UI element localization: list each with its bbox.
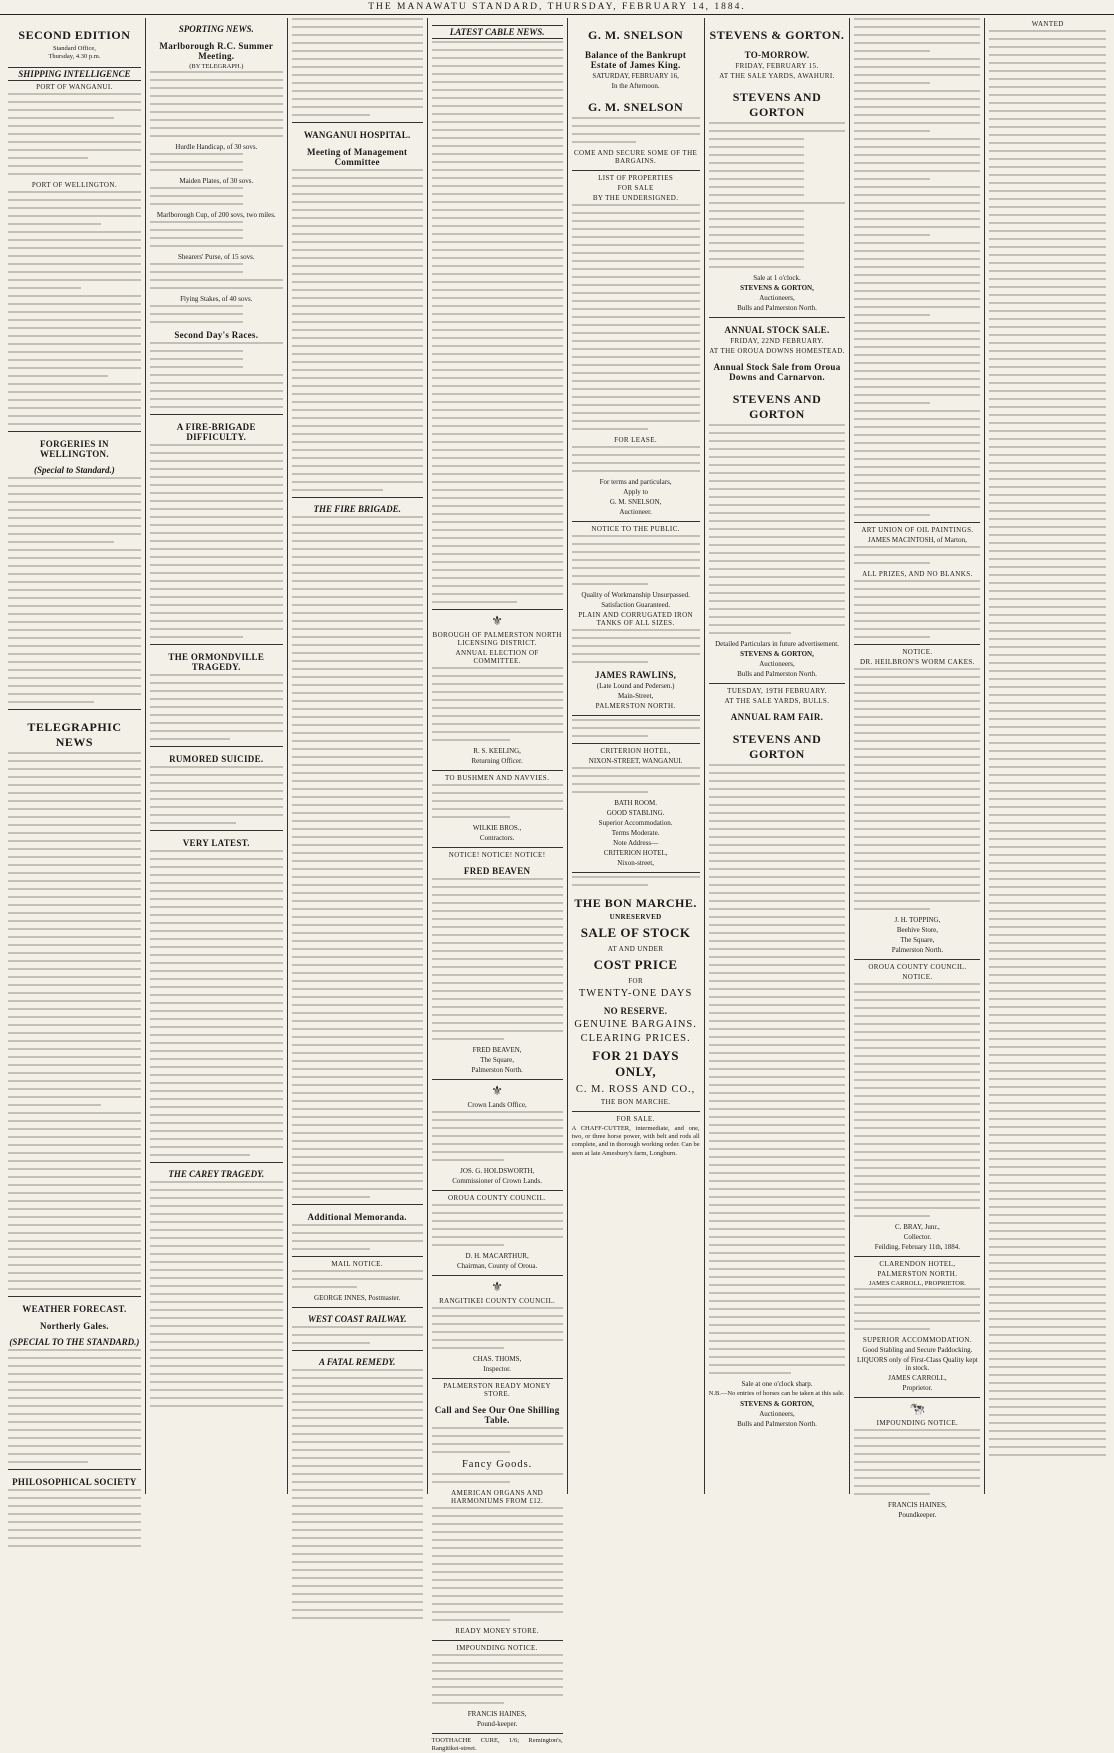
- notice-heading-2: NOTICE.: [902, 973, 933, 981]
- impounding-heading: IMPOUNDING NOTICE.: [876, 1419, 959, 1427]
- superior-line: SUPERIOR ACCOMMODATION.: [862, 1336, 972, 1344]
- criterion-street: NIXON-STREET, WANGANUI.: [588, 757, 683, 765]
- article-text: [292, 1369, 423, 1619]
- bon-marche-footer: THE BON MARCHE.: [600, 1098, 671, 1106]
- stabling-line: Good Stabling and Secure Paddocking.: [862, 1346, 973, 1354]
- article-text: [8, 1349, 141, 1463]
- additional-heading: Additional Memoranda.: [307, 1212, 407, 1222]
- time-line: Thursday, 4.30 p.m.: [48, 53, 101, 60]
- bulls-line: Bulls and Palmerston North.: [737, 304, 817, 312]
- ormondville-heading: THE ORMONDVILLE TRAGEDY.: [168, 652, 265, 672]
- notice-text: [854, 983, 980, 1217]
- firm-heading: STEVENS & GORTON.: [709, 28, 845, 42]
- annual-sub-heading: Annual Stock Sale from Oroua Downs and Carnarvon.: [713, 362, 841, 382]
- column-3: [288, 18, 428, 1494]
- stock-list: [709, 122, 846, 268]
- art-union-heading: ART UNION OF OIL PAINTINGS.: [861, 526, 974, 534]
- returning-officer-title: Returning Officer.: [471, 757, 523, 765]
- clearing-prices: CLEARING PRICES.: [580, 1033, 691, 1044]
- west-coast-heading: WEST COAST RAILWAY.: [307, 1314, 407, 1324]
- tomorrow-heading: TO-MORROW.: [744, 50, 810, 60]
- auctioneers-title-2: Auctioneers,: [759, 660, 795, 668]
- notice-text: [432, 1204, 563, 1246]
- bon-marche-heading: THE BON MARCHE.: [574, 896, 697, 910]
- weather-sub: Northerly Gales.: [40, 1321, 109, 1331]
- satisfaction-line: Satisfaction Guaranteed.: [601, 601, 671, 609]
- for-line: FOR: [628, 977, 644, 985]
- results-text: [150, 305, 283, 323]
- marlborough-heading: Marlborough R.C. Summer Meeting.: [159, 41, 274, 61]
- notice-text: [854, 1429, 980, 1495]
- very-latest-heading: VERY LATEST.: [182, 838, 250, 848]
- fatal-heading: A FATAL REMEDY.: [318, 1357, 396, 1367]
- for-21-days: FOR 21 DAYS ONLY,: [592, 1048, 679, 1079]
- sporting-heading: SPORTING NEWS.: [178, 24, 254, 34]
- notice-text: [432, 1654, 563, 1704]
- shipping-heading: SHIPPING INTELLIGENCE: [8, 67, 141, 81]
- twenty-one-days: TWENTY-ONE DAYS: [578, 988, 693, 999]
- article-text: [8, 752, 141, 1290]
- column-1: [4, 18, 146, 1494]
- column-8: [985, 18, 1110, 1494]
- annual-stock-heading: ANNUAL STOCK SALE.: [724, 325, 830, 335]
- rms-heading: READY MONEY STORE.: [455, 1627, 539, 1635]
- poundkeeper-name: FRANCIS HAINES,: [467, 1710, 527, 1718]
- article-text: [8, 477, 141, 703]
- chairman-name: D. H. MACARTHUR,: [465, 1252, 529, 1260]
- criterion-heading: CRITERION HOTEL,: [600, 747, 671, 755]
- notice-text: [432, 784, 563, 818]
- ad-text: [572, 719, 700, 737]
- chaff-cutter-ad: A CHAFF-CUTTER, intermediate, and one, two, or three horse power, with belt and rods all complete, and in thorough working order. Can be seen at late Amesbury's farm, Longburn.: [571, 1125, 700, 1157]
- crest-icon: ⚜: [491, 1083, 503, 1098]
- results-text: [150, 342, 283, 408]
- stock-list: [709, 764, 846, 1374]
- carey-heading: THE CAREY TRAGEDY.: [168, 1169, 265, 1179]
- clarendon-town: PALMERSTON NORTH.: [877, 1270, 958, 1278]
- wanganui-hospital-heading: WANGANUI HOSPITAL.: [303, 130, 411, 140]
- bushmen-heading: TO BUSHMEN AND NAVVIES.: [445, 774, 550, 782]
- masthead: THE MANAWATU STANDARD, THURSDAY, FEBRUARY 14, 1884.: [0, 0, 1114, 15]
- sale-time: Sale at 1 o'clock.: [753, 274, 801, 282]
- moderate-line: Terms Moderate.: [611, 829, 660, 837]
- ad-text: [432, 1473, 563, 1483]
- notice-heading: NOTICE.: [902, 648, 933, 656]
- forgeries-heading: FORGERIES IN WELLINGTON.: [39, 439, 109, 459]
- office-line: Standard Office,: [53, 45, 96, 52]
- sale-of-stock: SALE OF STOCK: [580, 925, 691, 940]
- article-text: [292, 1270, 423, 1288]
- bargains-line: COME AND SECURE SOME OF THE BARGAINS.: [573, 149, 698, 165]
- nixon-repeat: Nixon-street,: [617, 859, 654, 867]
- property-list: [572, 446, 700, 472]
- at-and-under: AT AND UNDER: [607, 945, 664, 953]
- square-line: The Square,: [900, 936, 935, 944]
- notice-text: [572, 535, 700, 585]
- notice-text: [854, 580, 980, 638]
- oroua-heading: OROUA COUNTY COUNCIL.: [868, 963, 967, 971]
- column-4: [428, 18, 568, 1753]
- notice-text: [572, 629, 700, 663]
- edition-heading: SECOND EDITION: [18, 28, 131, 42]
- topping-name: J. H. TOPPING,: [894, 916, 941, 924]
- auctioneer-name: G. M. SNELSON,: [609, 498, 662, 506]
- friday22-line: FRIDAY, 22ND FEBRUARY.: [730, 337, 824, 345]
- fire-brigade-heading: A FIRE-BRIGADE DIFFICULTY.: [176, 422, 256, 442]
- collector-name: C. BRAY, Junr.,: [895, 1223, 940, 1231]
- toothache-ad: TOOTHACHE CURE, 1/6; Remington's, Rangitikei-street.: [431, 1737, 563, 1753]
- feilding-date: Feilding, February 11th, 1884.: [874, 1243, 961, 1251]
- detailed-line: Detailed Particulars in future advertisement.: [715, 640, 839, 648]
- nb-line: N.B.—No entries of horses can be taken at this sale.: [708, 1390, 845, 1397]
- article-text: [150, 850, 283, 1156]
- notice-text: [432, 1307, 563, 1349]
- commissioner-title: Commissioner of Crown Lands.: [452, 1177, 543, 1185]
- ad-text: [572, 876, 700, 886]
- fancy-goods: Fancy Goods.: [461, 1459, 533, 1470]
- sgc-name-3: STEVENS & GORTON,: [740, 1400, 814, 1409]
- no-reserve: NO RESERVE.: [603, 1006, 668, 1016]
- auctioneers-title-3: Auctioneers,: [759, 1410, 795, 1419]
- crest-icon: ⚜: [491, 1279, 503, 1294]
- beaven-town: Palmerston North.: [471, 1066, 523, 1074]
- hospital-sub: Meeting of Management Committee: [307, 147, 408, 167]
- ready-money-heading: PALMERSTON READY MONEY STORE.: [443, 1382, 551, 1398]
- sg-heading: STEVENS AND GORTON: [732, 90, 822, 119]
- port-wanganui-heading: PORT OF WANGANUI.: [36, 83, 113, 91]
- cup-heading: Marlborough Cup, of 200 sovs, two miles.: [156, 211, 276, 219]
- results-text: [150, 153, 283, 171]
- cable-heading: LATEST CABLE NEWS.: [432, 25, 563, 39]
- notice-text: [432, 878, 563, 1040]
- notice-text: [432, 667, 563, 741]
- note-address: Note Address—: [613, 839, 659, 847]
- notice-text: [854, 668, 980, 910]
- beaven-signature: FRED BEAVEN,: [472, 1046, 522, 1054]
- bulls-line-2: Bulls and Palmerston North.: [737, 670, 817, 678]
- balance-heading: Balance of the Bankrupt Estate of James King.: [585, 50, 687, 70]
- page-columns: [4, 18, 1110, 1753]
- gms-heading: G. M. SNELSON: [588, 100, 684, 114]
- port-wellington-heading: PORT OF WELLINGTON.: [31, 181, 117, 189]
- ad-text: [572, 117, 700, 143]
- chairman-title: Chairman, County of Oroua.: [456, 1262, 538, 1270]
- rawlins-street: Main-Street,: [618, 692, 654, 700]
- article-text: [292, 1326, 423, 1344]
- auctioneers-title: Auctioneers,: [759, 294, 795, 302]
- ad-text: [572, 767, 700, 793]
- oroua-downs-line: AT THE OROUA DOWNS HOMESTEAD.: [709, 347, 845, 355]
- organs-line: AMERICAN ORGANS AND HARMONIUMS FROM £12.: [451, 1489, 544, 1505]
- postmaster-name: GEORGE INNES, Postmaster.: [314, 1294, 401, 1302]
- good-stabling: GOOD STABLING.: [606, 809, 665, 817]
- sgc-name-2: STEVENS & GORTON,: [740, 650, 814, 658]
- column-6: [705, 18, 851, 1494]
- poundkeeper-title: Pound-keeper.: [477, 1720, 518, 1728]
- unreserved-line: UNRESERVED: [609, 913, 662, 921]
- column-2: [146, 18, 288, 1494]
- auctioneer-title: Auctioneer.: [619, 508, 652, 516]
- article-text: [292, 18, 423, 116]
- article-text: [150, 1181, 283, 1407]
- ross-name: C. M. ROSS AND CO.,: [575, 1084, 696, 1095]
- for-lease-heading: FOR LEASE.: [614, 436, 658, 444]
- liquors-line: LIQUORS only of First-Class Quality kept in stock.: [857, 1356, 978, 1372]
- rawlins-town: PALMERSTON NORTH.: [595, 702, 676, 710]
- wanted-ads: [854, 18, 980, 516]
- by-telegraph: (BY TELEGRAPH.): [189, 63, 244, 70]
- clarendon-heading: CLARENDON HOTEL,: [879, 1260, 956, 1268]
- rawlins-late: (Late Lound and Pedersen.): [596, 682, 675, 690]
- borough-heading: BOROUGH OF PALMERSTON NORTH LICENSING DISTRICT.: [432, 631, 562, 647]
- tuesday-line: TUESDAY, 19TH FEBRUARY.: [727, 687, 827, 695]
- inspector-title: Inspector.: [483, 1365, 511, 1373]
- returning-officer-name: R. S. KEELING,: [473, 747, 521, 755]
- inspector-name: CHAS. THOMS,: [472, 1355, 522, 1363]
- results-text: [150, 187, 283, 205]
- weather-heading: WEATHER FORECAST.: [22, 1304, 127, 1314]
- prizes-line: ALL PRIZES, AND NO BLANKS.: [862, 570, 973, 578]
- for-sale-2: FOR SALE.: [616, 1115, 655, 1123]
- proprietor-line: JAMES CARROLL, PROPRIETOR.: [868, 1280, 966, 1287]
- palmerston-line: Palmerston North.: [891, 946, 944, 954]
- hurdle-heading: Hurdle Handicap, of 30 sovs.: [175, 143, 258, 151]
- criterion-repeat: CRITERION HOTEL,: [603, 849, 668, 857]
- crown-lands-office: Crown Lands Office,: [467, 1101, 527, 1109]
- macintosh-line: JAMES MACINTOSH, of Marton,: [867, 536, 967, 544]
- bulls-line-3: Bulls and Palmerston North.: [737, 1420, 817, 1429]
- beehive-line: Beehive Store,: [896, 926, 939, 934]
- snelson-heading: G. M. SNELSON: [588, 28, 684, 42]
- second-day-heading: Second Day's Races.: [174, 330, 259, 340]
- superior-line: Superior Accommodation.: [598, 819, 673, 827]
- article-text: [150, 444, 283, 638]
- article-text: [432, 41, 563, 603]
- quality-line: Quality of Workmanship Unsurpassed.: [581, 591, 690, 599]
- notice-text: [854, 1288, 980, 1330]
- telegraphic-heading: TELEGRAPHIC NEWS: [27, 720, 122, 749]
- cattle-icon: 🐄: [909, 1401, 926, 1416]
- wanted-heading: WANTED: [1031, 20, 1064, 28]
- beaven-address: The Square,: [480, 1056, 515, 1064]
- heilbron-heading: DR. HEILBRON'S WORM CAKES.: [860, 658, 975, 666]
- article-text: [292, 516, 423, 1198]
- shearers-heading: Shearers' Purse, of 15 sovs.: [177, 253, 255, 261]
- proprietor-title: Proprietor.: [902, 1384, 933, 1392]
- results-text: [150, 263, 283, 289]
- maiden-heading: Maiden Plates, of 30 sovs.: [179, 177, 254, 185]
- crest-icon: ⚜: [491, 613, 503, 628]
- ad-text: [432, 1507, 563, 1621]
- article-text: [292, 169, 423, 491]
- sg-heading-2: STEVENS AND GORTON: [732, 392, 822, 421]
- apply-line: Apply to: [623, 488, 648, 496]
- article-text: [150, 71, 283, 137]
- contractor-name: WILKIE BROS.,: [472, 824, 522, 832]
- for-sale-heading: FOR SALE: [617, 184, 654, 192]
- yards-bulls-line: AT THE SALE YARDS, BULLS.: [724, 697, 830, 705]
- shilling-table: Call and See Our One Shilling Table.: [434, 1405, 560, 1425]
- poundkeeper-title: Poundkeeper.: [898, 1511, 937, 1519]
- friday-line: FRIDAY, FEBRUARY 15.: [735, 62, 819, 70]
- cost-price: COST PRICE: [593, 957, 678, 972]
- genuine-bargains: GENUINE BARGAINS.: [574, 1019, 697, 1030]
- property-list: [572, 204, 700, 430]
- undersigned-line: BY THE UNDERSIGNED.: [592, 194, 679, 202]
- column-7: [850, 18, 985, 1519]
- sale-time-2: Sale at one o'clock sharp.: [741, 1380, 813, 1388]
- column-5: [568, 18, 705, 1494]
- flying-heading: Flying Stakes, of 40 sovs.: [180, 295, 253, 303]
- poundkeeper-name: FRANCIS HAINES,: [888, 1501, 947, 1509]
- sale-time: In the Afternoon.: [611, 82, 660, 90]
- terms-line: For terms and particulars,: [599, 478, 672, 486]
- wanted-ads: [989, 30, 1106, 1456]
- article-text: [8, 191, 141, 425]
- collector-title: Collector.: [903, 1233, 932, 1241]
- article-text: [150, 766, 283, 824]
- notice-public-heading: NOTICE TO THE PUBLIC.: [591, 525, 680, 533]
- article-text: [8, 93, 141, 175]
- election-heading: ANNUAL ELECTION OF COMMITTEE.: [455, 649, 539, 665]
- rawlins-heading: JAMES RAWLINS,: [595, 670, 677, 680]
- bath-room: BATH ROOM.: [614, 799, 658, 807]
- weather-special: (SPECIAL TO THE STANDARD.): [9, 1337, 140, 1347]
- article-text: [292, 1224, 423, 1250]
- article-text: [150, 674, 283, 740]
- ad-text: [432, 1427, 563, 1453]
- rumored-heading: RUMORED SUICIDE.: [169, 754, 264, 764]
- mail-heading: MAIL NOTICE.: [331, 1260, 383, 1268]
- notice-triple: NOTICE! NOTICE! NOTICE!: [448, 851, 546, 859]
- carroll-name: JAMES CARROLL,: [888, 1374, 947, 1382]
- oroua-heading: OROUA COUNTY COUNCIL.: [448, 1194, 547, 1202]
- article-text: [8, 1489, 141, 1547]
- sgc-name: STEVENS & GORTON,: [740, 284, 814, 292]
- results-text: [150, 221, 283, 247]
- sg-heading-3: STEVENS AND GORTON: [732, 732, 822, 761]
- properties-heading: LIST OF PROPERTIES: [598, 174, 674, 182]
- impounding-heading: IMPOUNDING NOTICE.: [456, 1644, 538, 1652]
- forgeries-sub: (Special to Standard.): [34, 465, 115, 475]
- commissioner-name: JOS. G. HOLDSWORTH,: [460, 1167, 535, 1175]
- notice-text: [432, 1111, 563, 1161]
- notice-text: [854, 546, 980, 564]
- beaven-heading: FRED BEAVEN: [463, 866, 531, 876]
- philosophical-heading: PHILOSOPHICAL SOCIETY: [12, 1477, 137, 1487]
- contractor-title: Contractors.: [479, 834, 515, 842]
- sale-date: SATURDAY, FEBRUARY 16,: [592, 72, 679, 80]
- ram-fair-heading: ANNUAL RAM FAIR.: [730, 712, 824, 722]
- tanks-line: PLAIN AND CORRUGATED IRON TANKS OF ALL SIZES.: [578, 611, 694, 627]
- fire-brigade-heading: THE FIRE BRIGADE.: [313, 504, 401, 514]
- rangitikei-heading: RANGITIKEI COUNTY COUNCIL.: [439, 1297, 556, 1305]
- stock-list: [709, 424, 846, 634]
- yards-line: AT THE SALE YARDS, AWAHURI.: [719, 72, 835, 80]
